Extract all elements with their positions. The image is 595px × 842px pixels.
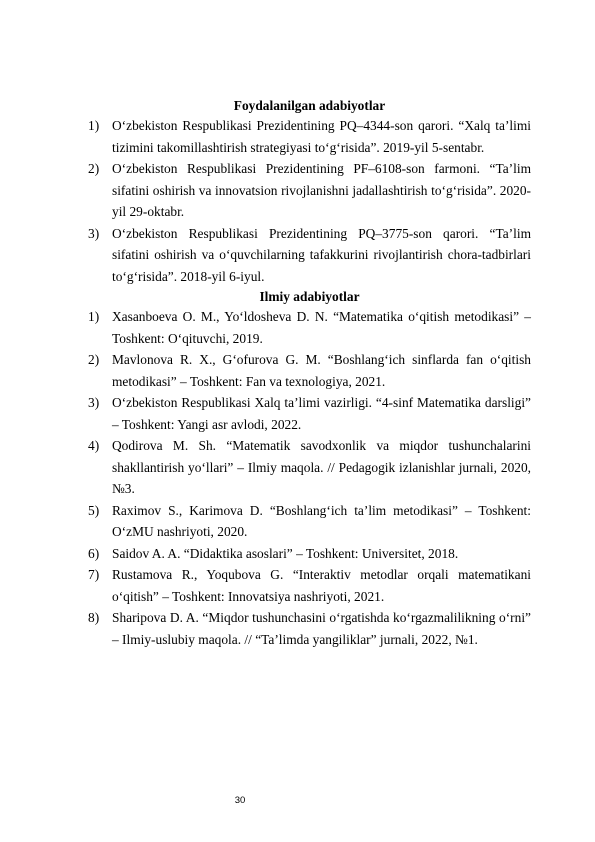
list-item [88,349,531,392]
section-title-scientific-literature: Ilmiy adabiyotlar [259,289,360,304]
list-number: 5) [88,502,100,518]
list-text: O‘zbekiston Respublikasi Prezidentining PQ–4344-son qarori. “Xalq ta’limi tizimini takomillashtirish strategiyasi to‘g‘risida”. 2019-yil 5-sentabr. [112,118,531,155]
list-item [88,435,531,500]
page-number: 30 [234,795,246,806]
list-item [88,392,531,435]
list-text: O‘zbekiston Respublikasi Xalq ta’limi vazirligi. “4-sinf Matematika darsligi” – Toshkent: Yangi asr avlodi, 2022. [112,395,531,432]
list-number: 3) [88,395,100,410]
list-item [88,564,531,607]
list-number: 2) [88,161,100,176]
document-page [88,96,531,650]
scientific-literature-list [88,306,531,650]
list-number: 8) [88,610,100,625]
list-number: 3) [88,225,100,241]
list-item [88,543,531,565]
list-text: Mavlonova R. X., G‘ofurova G. M. “Boshlang‘ich sinflarda fan o‘qitish metodikasi” – Toshkent: Fan va texnologiya, 2021. [112,352,531,389]
list-number: 4) [88,438,100,453]
list-text: Raximov S., Karimova D. “Boshlang‘ich ta’lim metodikasi” – Toshkent: O‘zMU nashriyoti, 2020. [112,502,531,539]
list-item [88,607,531,650]
list-item [88,500,531,543]
list-number: 1) [88,118,100,133]
list-text: Saidov A. A. “Didaktika asoslari” – Toshkent: Universitet, 2018. [112,545,459,561]
list-number: 1) [88,309,100,324]
list-text: Rustamova R., Yoqubova G. “Interaktiv metodlar orqali matematikani o‘qitish” – Toshkent: Innovatsiya nashriyoti, 2021. [112,567,531,604]
section-title-references: Foydalanilgan adabiyotlar [233,98,386,113]
list-text: Qodirova M. Sh. “Matematik savodxonlik va miqdor tushunchalarini shakllantirish yo‘llari” – Ilmiy maqola. // Pedagogik izlanishlar jurnali, 2020, №3. [112,438,531,496]
list-item [88,115,531,158]
list-text: Xasanboeva O. M., Yo‘ldosheva D. N. “Matematika o‘qitish metodikasi” – Toshkent: O‘qituvchi, 2019. [112,309,531,346]
list-number: 7) [88,567,100,582]
list-text: O‘zbekiston Respublikasi Prezidentining PF–6108-son farmoni. “Ta’lim sifatini oshirish va innovatsion rivojlanishni jadallashtirish to‘g‘risida”. 2020-yil 29-oktabr. [112,161,531,219]
references-list [88,115,531,287]
list-text: O‘zbekiston Respublikasi Prezidentining PQ–3775-son qarori. “Ta’lim sifatini oshirish va o‘quvchilarning tafakkurini rivojlantirish chora-tadbirlari to‘g‘risida”. 2018-yil 6-iyul. [112,225,531,284]
list-text: Sharipova D. A. “Miqdor tushunchasini o‘rgatishda ko‘rgazmalilikning o‘rni” – Ilmiy-uslubiy maqola. // “Ta’limda yangiliklar” jurnali, 2022, №1. [112,610,531,647]
list-item [88,306,531,349]
list-number: 6) [88,545,100,561]
list-item [88,158,531,223]
list-item [88,223,531,288]
list-number: 2) [88,352,100,367]
